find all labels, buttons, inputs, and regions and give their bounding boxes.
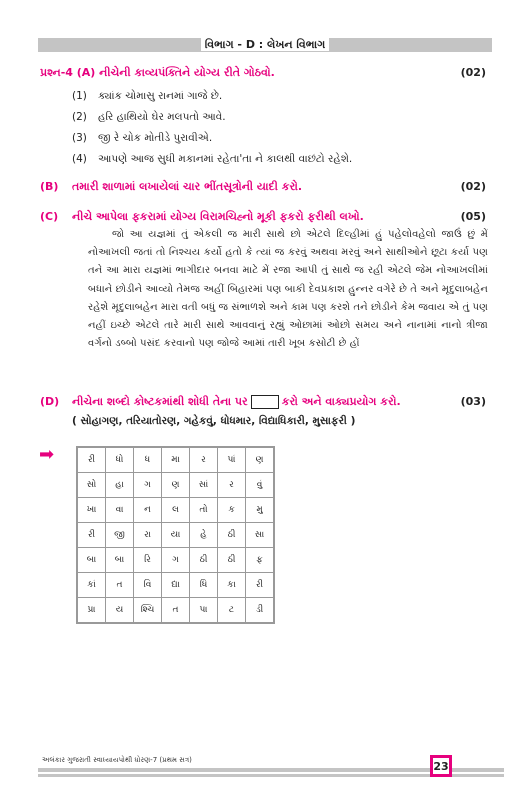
section-header: વિભાગ - D : લેખન વિભાગ [201,38,330,51]
grid-cell: ત [162,598,190,624]
grid-cell: ધિ [190,573,218,598]
qC-marks: (05) [460,210,486,223]
grid-cell: ર [190,447,218,473]
qB-label: (B) [40,180,59,193]
grid-cell: ણ [246,447,275,473]
item-text: આપણે આજ સુધી મકાનમાં રહેતા'તા ને કાલથી વાછંટો રહેશે. [98,153,353,165]
grid-cell: ખા [77,498,106,523]
item-number: (3) [72,132,87,144]
grid-cell: ઠી [218,548,246,573]
grid-cell: યા [162,523,190,548]
grid-cell: સા [246,523,275,548]
grid-cell: વું [246,473,275,498]
q4-item-4 [72,153,352,166]
grid-row [77,473,274,498]
grid-cell: સાં [190,473,218,498]
grid-cell: પાં [218,447,246,473]
grid-cell: બા [106,548,134,573]
qB-title: તમારી શાળામાં લખાયેલાં ચાર ભીંતસૂત્રોની યાદી કરો. [72,180,303,193]
grid-cell: ડી [246,598,275,624]
q4-item-2 [72,111,226,124]
grid-cell: રી [77,523,106,548]
grid-row [77,447,274,473]
grid-cell: ણ [162,473,190,498]
grid-row [77,548,274,573]
footer-book-title: અલંકાર ગુજરાતી સ્વાધ્યાયપોથી ધોરણ-7 (પ્રથમ સત્ર) [42,756,192,764]
grid-row [77,523,274,548]
grid-cell: મુ [246,498,275,523]
grid-row [77,598,274,624]
grid-cell: હે [190,523,218,548]
grid-cell: ધો [106,447,134,473]
word-search-grid [76,446,275,624]
q4-item-3 [72,132,212,145]
grid-cell: પ્રા [77,598,106,624]
grid-cell: ફ [246,548,275,573]
grid-cell: વા [106,498,134,523]
grid-cell: લ [162,498,190,523]
grid-cell: વિ [134,573,162,598]
grid-row [77,498,274,523]
grid-cell: શ્ચિ [134,598,162,624]
qC-title: નીચે આપેલા ફકરામાં યોગ્ય વિરામચિહ્નો મૂકી ફકરો ફરીથી લખો. [72,210,364,223]
qB-marks: (02) [460,180,486,193]
grid-cell: તો [190,498,218,523]
grid-cell: ધ [134,447,162,473]
grid-cell: બા [77,548,106,573]
qD-title-after: કરો અને વાક્યપ્રયોગ કરો. [281,395,401,408]
grid-cell: ઠી [218,523,246,548]
paragraph-text: જો આ યજ્ઞમાં તું એકલી જ મારી સાથે છો એટલે દિલ્હીમાં હું પહેલોવહેલો જાઉં છું મેં નોઆખલી જતાં તો નિશ્ચય કર્યો હતો કે ત્યાં જ કરવું અથવા મરવું અને સાથીઓને છૂટા કર્યા પણ તને આ મારા યજ્ઞમાં ભાગીદાર બનવા માટે મેં રજા આપી તું સાથે જ રહી એટલે જેમ નોઆખલીમાં બધાને છોડીને આવ્યો તેમજ અહીં બિહારમાં પણ બાકી દેવપ્રકાશ હુન્નર વગેરે છે તે અને મૃદુલાબહેન રહેશે મૃદુલાબહેન મારા વતી બધું જ સંભાળશે અને કામ પણ કરશે તને છોડીને કેમ જવાય એ તું પણ નહીં ઇચ્છે એટલે તારે મારી સાથે આવવાનું રહ્યું ઓછામાં ઓછો સમય અને નાનામાં નાનો ત્રીજા વર્ગનો ડબ્બો પસંદ કરવાનો પણ જોજે આમાં તારી ખૂબ કસોટી છે હોં [88,229,488,350]
item-text: જી રે ચોક મોતીડે પુરાવીએ. [98,132,213,144]
qD-words: ( સોહાગણ, તરિયાતોરણ, ગહેકવું, ધોધમાર, વિદ્યાધિકારી, મુસાફરી ) [72,415,356,427]
item-number: (1) [72,90,87,102]
item-number: (4) [72,153,87,165]
grid-cell: જી [106,523,134,548]
qD-label: (D) [40,395,60,408]
q4-marks: (02) [460,66,486,79]
section-header-bar [38,38,492,52]
grid-cell: હા [106,473,134,498]
grid-cell: કા [218,573,246,598]
grid-cell: ઠી [190,548,218,573]
q4-title: પ્રશ્ન-4 (A) નીચેની કાવ્યપંક્તિને યોગ્ય રીતે ગોઠવો. [40,66,275,79]
page-number: 23 [433,760,449,773]
grid-cell: ર [218,473,246,498]
grid-cell: કાં [77,573,106,598]
grid-cell: પા [190,598,218,624]
grid-cell: ન [134,498,162,523]
grid-cell: ગ [162,548,190,573]
q4-item-1 [72,90,222,103]
grid-cell: દ્યા [162,573,190,598]
grid-cell: સો [77,473,106,498]
grid-cell: ત [106,573,134,598]
grid-cell: મા [162,447,190,473]
qD-marks: (03) [460,395,486,408]
grid-cell: ગ [134,473,162,498]
grid-cell: રી [246,573,275,598]
qC-label: (C) [40,210,59,223]
answer-box-icon [251,395,279,409]
item-number: (2) [72,111,87,123]
qD-title [72,395,401,409]
grid-cell: ક [218,498,246,523]
item-text: હરિ હાથિયો ઘેર મલપતો આવે. [98,111,226,123]
pointer-arrow-icon: ➡ [39,444,55,465]
qD-title-before: નીચેના શબ્દો કોષ્ટકમાંથી શોધી તેના પર [72,395,248,408]
grid-cell: રી [77,447,106,473]
grid-cell: ટ [218,598,246,624]
grid-cell: ય [106,598,134,624]
qC-paragraph [88,226,488,353]
grid-cell: રિ [134,548,162,573]
grid-row [77,573,274,598]
item-text: ક્યાંક ચોમાસુ રાનમાં ગાજે છે. [98,90,223,102]
grid-cell: રા [134,523,162,548]
